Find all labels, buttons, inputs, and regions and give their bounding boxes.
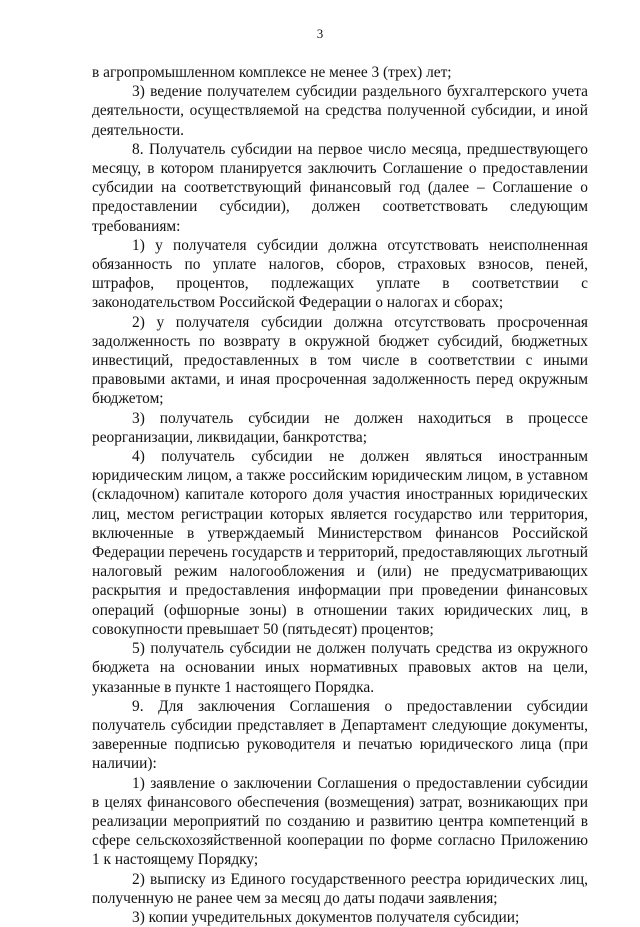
paragraph-11: 2) выписку из Единого государственного реестра юридических лиц, полученную не ранее чем за месяц до даты подачи заявления; [92, 870, 588, 907]
paragraph-7: 4) получатель субсидии не должен являться иностранным юридическим лицом, а также российским юридическим лицом, в уставном (складочном) капитале которого доля участия иностранных юридических лиц, местом регистрации которых является государство или территория, включенные в утверждаемый Министерством финансов Российской Федерации перечень государств и территорий, предоставляющих льготный налоговый режим налогообложения и (или) не предусматривающих раскрытия и предоставления информации при проведении финансовых операций (офшорные зоны) в отношении таких юридических лиц, в совокупности превышает 50 (пятьдесят) процентов; [92, 448, 588, 638]
paragraph-8: 5) получатель субсидии не должен получать средства из окружного бюджета на основании иных нормативных правовых актов на цели, указанные в пункте 1 настоящего Порядка. [92, 640, 588, 696]
paragraph-1: в агропромышленном комплексе не менее 3 (трех) лет; [92, 64, 452, 81]
page-number: 3 [316, 26, 324, 41]
paragraph-12: 3) копии учредительных документов получателя субсидии; [132, 908, 520, 926]
paragraph-6: 3) получатель субсидии не должен находиться в процессе реорганизации, ликвидации, банкротства; [92, 409, 588, 446]
paragraph-3: 8. Получатель субсидии на первое число месяца, предшествующего месяцу, в котором планируется заключить Соглашение о предоставлении субсидии на соответствующий финансовый год (далее – Соглашение о предоставлении субсидии), должен соответствовать следующим требованиям: [92, 140, 588, 235]
paragraph-10: 1) заявление о заключении Соглашения о предоставлении субсидии в целях финансового обеспечения (возмещения) затрат, возникающих при реализации мероприятий по созданию и развитию центра компетенций в сфере сельскохозяйственной кооперации по форме согласно Приложению 1 к настоящему Порядку; [92, 774, 588, 869]
paragraph-5: 2) у получателя субсидии должна отсутствовать просроченная задолженность по возврату в окружной бюджет субсидий, бюджетных инвестиций, предоставленных в том числе в соответствии с иными правовыми актами, и иная просроченная задолженность перед окружным бюджетом; [92, 313, 588, 408]
paragraph-4: 1) у получателя субсидии должна отсутствовать неисполненная обязанность по уплате налогов, сборов, страховых взносов, пеней, штрафов, процентов, подлежащих уплате в соответствии с законодательством Российской Федерации о налогах и сборах; [92, 236, 588, 312]
paragraph-2: 3) ведение получателем субсидии раздельного бухгалтерского учета деятельности, осуществляемой на средства полученной субсидии, и иной деятельности. [92, 83, 588, 139]
document-body [92, 63, 588, 927]
paragraph-9: 9. Для заключения Соглашения о предоставлении субсидии получатель субсидии представляет в Департамент следующие документы, заверенные подписью руководителя и печатью юридического лица (при наличии): [92, 697, 588, 773]
